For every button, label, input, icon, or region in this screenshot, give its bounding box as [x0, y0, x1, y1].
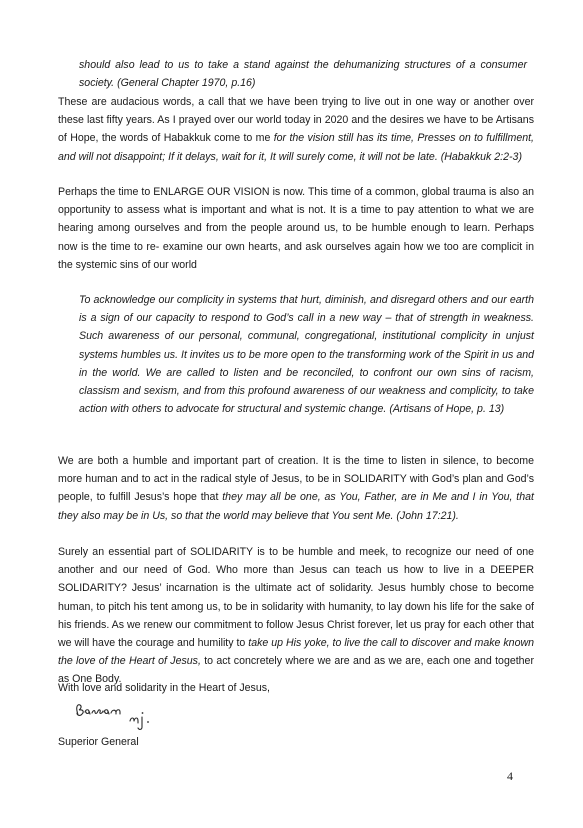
handwritten-signature	[73, 700, 163, 732]
paragraph-text-end: to act concretely where we are and as we are, each one and together as One Body.	[58, 655, 534, 686]
paragraph-enlarge-vision: Perhaps the time to ENLARGE OUR VISION is now. This time of a common, global trauma is also an opportunity to assess what is important and what is not. It is a time to pay attention to what we are hearing among ourselves and from the people around us, to be humble enough to learn. Perhaps now is the time to re- examine our own hearts, and ask ourselves again how we too are complicit in the systemic sins of our world	[58, 186, 534, 271]
paragraph-humble-creation	[58, 452, 534, 525]
paragraph-text: Surely an essential part of SOLIDARITY is to be humble and meek, to recognize our need of one another and our need of God. Who more than Jesus can teach us how to live in a DEEPER SOLIDARITY? Jesus’ incarnation is the ultimate act of solidarity. Jesus humbly chose to become human, to pitch his tent among us, to be in solidarity with humanity, to lay down his life for the sake of his friends. As we renew our commitment to follow Jesus Christ forever, let us pray for each other that we will have the courage and humility to	[58, 546, 534, 650]
paragraph-text: We are both a humble and important part of creation. It is the time to listen in silence, to become more human and to act in the radical style of Jesus, to be in SOLIDARITY with God’s plan and God’s people, to fulfill Jesus’s hope that	[58, 455, 534, 504]
block-quote-general-chapter: should also lead to us to take a stand against the dehumanizing structures of a consumer society. (General Chapter 1970, p.16)	[79, 59, 527, 90]
paragraph-solidarity	[58, 543, 534, 689]
closing-line: With love and solidarity in the Heart of Jesus,	[58, 682, 270, 694]
yoke-quote: take up His yoke, to live the call to discover and make known the love of the Heart of Jesus,	[58, 637, 535, 668]
page-number: 4	[507, 769, 513, 783]
john-quote: they may all be one, as You, Father, are in Me and I in You, that they also may be in Us, so that the world may believe that You sent Me. (John 17:21).	[58, 491, 534, 522]
paragraph-audacious-words	[58, 93, 534, 166]
paragraph-text: These are audacious words, a call that we have been trying to live out in one way or another over these last fifty years. As I prayed over our world today in 2020 and the desires we have to be Artisans of Hope, the words of Habakkuk come to me	[58, 96, 534, 145]
habakkuk-quote: for the vision still has its time, Presses on to fulfillment, and will not disappoint; If it delays, wait for it, It will surely come, it will not be late. (Habakkuk 2:2-3)	[58, 132, 534, 163]
block-quote-artisans-of-hope: To acknowledge our complicity in systems that hurt, diminish, and disregard others and our earth is a sign of our capacity to respond to God’s call in a new way – that of strength in weakness. Such awareness of our personal, communal, congregational, institutional complicity in unjust systems humbles us. It invites us to be more open to the transforming work of the Spirit in us and in the world. We are called to listen and be reconciled, to confront our own sins of racism, classism and sexism, and from this profound awareness of our weakness and complicity, to take action with others to advocate for structural and systemic change. (Artisans of Hope, p. 13)	[79, 294, 534, 416]
signoff-title: Superior General	[58, 736, 139, 748]
